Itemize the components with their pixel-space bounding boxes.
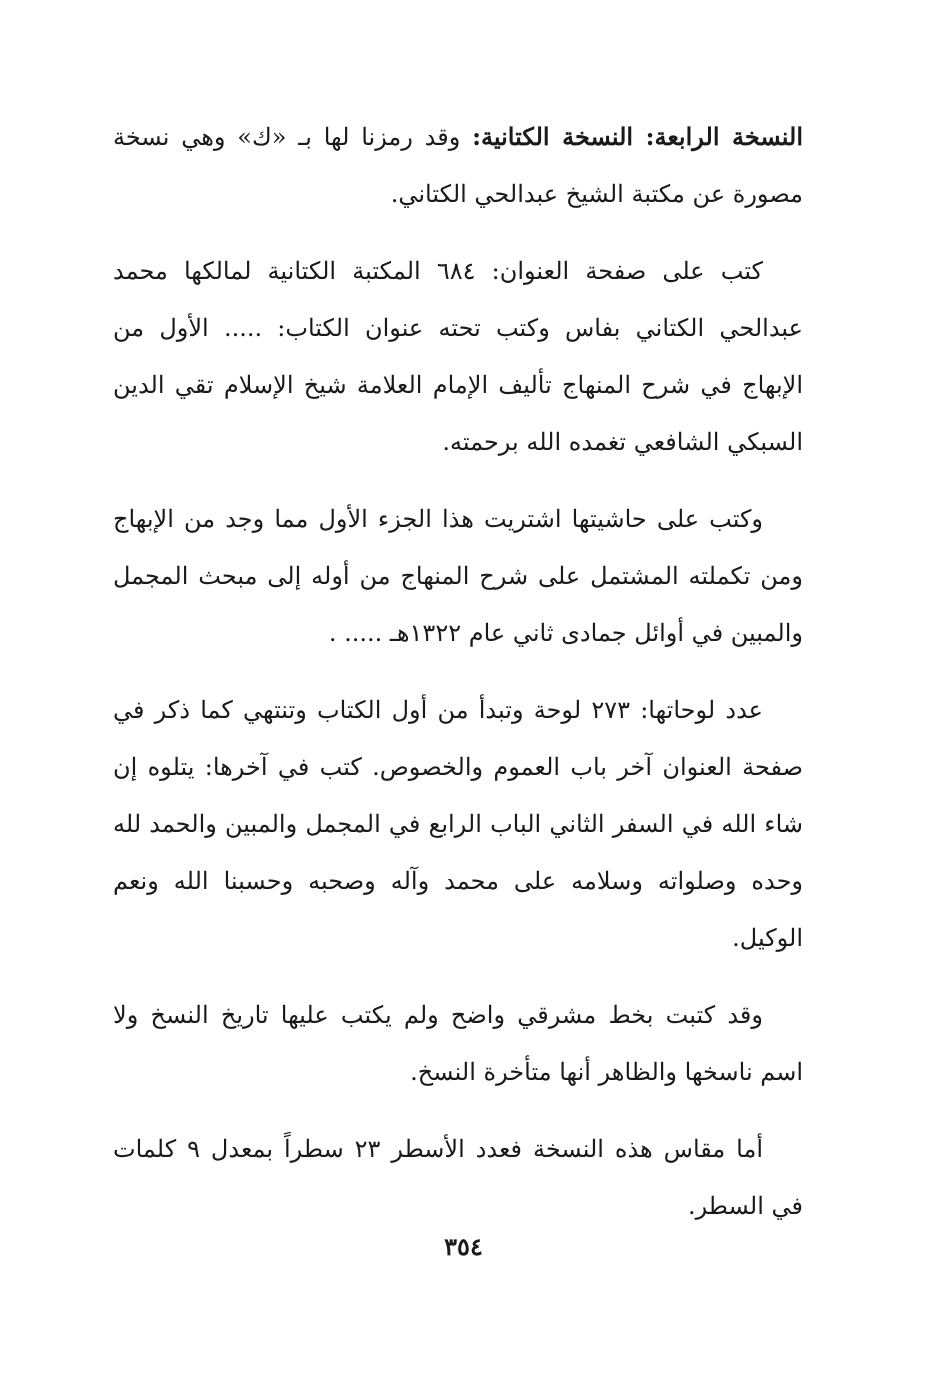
page-number: ٣٥٤ (444, 1232, 483, 1261)
paragraph-folio-count: عدد لوحاتها: ٢٧٣ لوحة وتبدأ من أول الكتاب وتنتهي كما ذكر في صفحة العنوان آخر باب العموم والخصوص. كتب في آخرها: يتلوه إن شاء الله في السفر الثاني الباب الرابع في المجمل والمبين والحمد لله وحده وصلواته وسلامه على محمد وآله وصحبه وحسبنا الله ونعم الوكيل. (113, 696, 803, 952)
section-heading: النسخة الرابعة: النسخة الكتانية: (472, 122, 803, 151)
paragraph-dimensions: أما مقاس هذه النسخة فعدد الأسطر ٢٣ سطراً بمعدل ٩ كلمات في السطر. (113, 1135, 803, 1220)
paragraph-text: وقد رمزنا لها بـ «ك» وهي نسخة مصورة عن مكتبة الشيخ عبدالحي الكتاني. (113, 123, 803, 208)
paragraph-script-style: وقد كتبت بخط مشرقي واضح ولم يكتب عليها تاريخ النسخ ولا اسم ناسخها والظاهر أنها متأخرة النسخ. (113, 1001, 803, 1086)
paragraph-fourth-copy (113, 108, 803, 223)
paragraph-margin-note: وكتب على حاشيتها اشتريت هذا الجزء الأول مما وجد من الإبهاج ومن تكملته المشتمل على شرح المنهاج من أوله إلى مبحث المجمل والمبين في أوائل جمادى ثاني عام ١٣٢٢هـ ..... . (113, 505, 803, 647)
paragraph-title-page: كتب على صفحة العنوان: ٦٨٤ المكتبة الكتانية لمالكها محمد عبدالحي الكتاني بفاس وكتب تحته عنوان الكتاب: ..... الأول من الإبهاج في شرح المنهاج تأليف الإمام العلامة شيخ الإسلام تقي الدين السبكي الشافعي تغمده الله برحمته. (113, 257, 803, 456)
body-text (113, 108, 803, 1255)
